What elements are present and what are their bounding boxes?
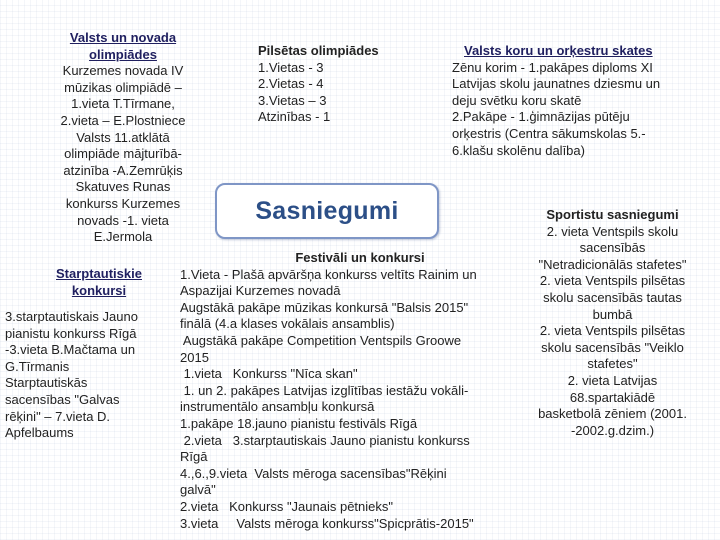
text-line: rēķini" – 7.vieta D.	[5, 408, 111, 424]
text-line: 2. vieta Ventspils pilsētas	[539, 323, 686, 339]
text-line: olimpiāde mājturībā-	[64, 146, 182, 162]
text-line: skolu sacensībās "Veiklo	[541, 339, 684, 355]
text-line: 1.pakāpe 18.jauno pianistu festivāls Rīgā	[180, 415, 418, 431]
text-line: 1.Vietas - 3	[258, 59, 324, 75]
text-line: mūzikas olimpiādē –	[64, 79, 182, 95]
text-line: 3.vieta Valsts mēroga konkurss"Spicprātis-2015"	[180, 515, 474, 531]
text-line: galvā"	[180, 482, 216, 498]
text-line: 1.vieta Konkurss "Nīca skan"	[180, 366, 358, 382]
text-line: 2.vieta Konkurss "Jaunais pētnieks"	[180, 498, 394, 514]
text-line: finālā (4.a klases vokālais ansamblis)	[180, 316, 395, 332]
text-line: 1.Vieta - Plašā apvāršņa konkurss veltīts Rainim un	[180, 266, 477, 282]
text-line: Augstākā pakāpe Competition Ventspils Groowe	[180, 332, 462, 348]
text-line: Kurzemes novada IV	[62, 63, 184, 79]
text-line: instrumentālo ansambļu konkursā	[180, 399, 375, 415]
text-line: 2.vieta – E.Plostniece	[60, 112, 186, 128]
section-valsts-novada-olimpiades	[48, 30, 198, 246]
text-line: 2.vieta 3.starptautiskais Jauno pianistu konkurss	[180, 432, 470, 448]
text-line: E.Jermola	[93, 229, 153, 245]
text-line: sacensības "Galvas	[5, 391, 120, 407]
page-title: Sasniegumi	[255, 196, 399, 225]
text-line: basketbolā zēniem (2001.	[538, 406, 687, 422]
text-line: Atzinības - 1	[258, 109, 331, 125]
text-line: 1.vieta T.Tīrmane,	[71, 96, 175, 112]
text-line: "Netradicionālās stafetes"	[538, 256, 687, 272]
text-line: 2.Pakāpe - 1.ģimnāzijas pūtēju	[452, 109, 630, 125]
text-line: skolu sacensībās tautas	[543, 289, 682, 305]
text-line: Valsts 11.atklātā	[76, 129, 170, 145]
text-line: Apfelbaums	[5, 425, 74, 441]
text-line: Zēnu korim - 1.pakāpes diploms XI	[452, 59, 653, 75]
section-heading: Valsts un novada	[69, 30, 177, 45]
text-line: bumbā	[592, 306, 633, 322]
text-line: Augstākā pakāpe mūzikas konkursā "Balsis 2015"	[180, 299, 469, 315]
text-line: orķestris (Centra sākumskolas 5.-	[452, 125, 646, 141]
text-line: -2002.g.dzim.)	[570, 422, 655, 438]
section-pilsetas-olimpiades	[258, 43, 408, 126]
text-line: 68.spartakiādē	[569, 389, 656, 405]
section-heading: Festivāli un konkursi	[295, 250, 425, 265]
text-line: Latvijas skolu jaunatnes dziesmu un	[452, 76, 661, 92]
text-line: -3.vieta B.Mačtama un	[5, 342, 136, 358]
section-starptautiskie-konkursi	[20, 266, 178, 300]
text-line: 3.Vietas – 3	[258, 92, 327, 108]
section-heading: konkursi	[71, 282, 127, 298]
text-line: atzinība -A.Zemrūķis	[63, 162, 183, 178]
text-line: 2. vieta Latvijas	[567, 372, 658, 388]
section-heading: Pilsētas olimpiādes	[258, 43, 379, 58]
text-line: 2. vieta Ventspils skolu	[546, 223, 679, 239]
text-line: 4.,6.,9.vieta Valsts mēroga sacensības"Rēķini	[180, 465, 447, 481]
section-heading: olimpiādes	[89, 46, 157, 62]
text-line: konkurss Kurzemes	[65, 195, 181, 211]
text-line: stafetes"	[587, 356, 638, 372]
section-starptautiskie-text	[5, 309, 183, 442]
text-line: sacensībās	[579, 240, 646, 256]
text-line: 1. un 2. pakāpes Latvijas izglītības iestāžu vokāli-	[180, 382, 469, 398]
text-line: Starptautiskās	[5, 375, 88, 391]
section-festivali-konkursi	[180, 250, 510, 532]
text-line: 2015	[180, 349, 209, 365]
section-koru-orkestru-skates	[452, 43, 692, 159]
text-line: Rīgā	[180, 449, 208, 465]
text-line: 2. vieta Ventspils pilsētas	[539, 273, 686, 289]
text-line: 2.Vietas - 4	[258, 76, 324, 92]
text-line: 3.starptautiskais Jauno	[5, 309, 138, 324]
text-line: G.Tīrmanis	[5, 358, 70, 374]
text-line: Skatuves Runas	[75, 179, 171, 195]
section-heading: Valsts koru un orķestru skates	[464, 43, 653, 58]
section-heading: Sportistu sasniegumi	[546, 207, 679, 222]
text-line: deju svētku koru skatē	[452, 92, 582, 108]
title-box	[215, 183, 439, 239]
text-line: 6.klašu skolēnu dalība)	[452, 142, 585, 158]
section-heading: Starptautiskie	[56, 266, 142, 281]
text-line: Aspazijai Kurzemes novadā	[180, 283, 341, 299]
text-line: pianistu konkurss Rīgā	[5, 325, 137, 341]
text-line: novads -1. vieta	[77, 212, 169, 228]
section-sportistu-sasniegumi	[520, 207, 705, 439]
